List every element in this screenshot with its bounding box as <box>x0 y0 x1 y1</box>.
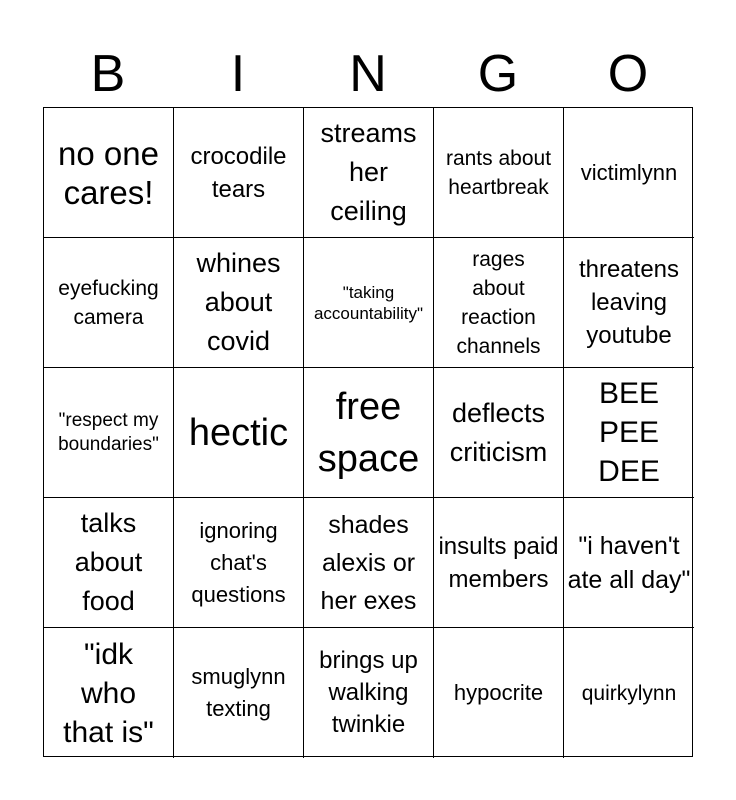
bingo-cell-r4c1[interactable] <box>44 498 174 628</box>
cell-text: ignoring chat's questions <box>191 517 286 607</box>
bingo-grid <box>43 107 693 757</box>
cell-text: "respect my boundaries" <box>58 409 159 455</box>
cell-text: rants about heartbreak <box>445 146 552 199</box>
bingo-cell-r2c5[interactable] <box>564 238 694 368</box>
cell-text: rages about reaction channels <box>456 247 541 358</box>
bingo-cell-r5c1[interactable] <box>44 628 174 758</box>
cell-text: insults paid members <box>438 532 559 593</box>
bingo-cell-r1c3[interactable] <box>304 108 434 238</box>
cell-text: "taking accountability" <box>313 282 424 323</box>
free-space-text: free space <box>317 385 420 480</box>
cell-text: hypocrite <box>453 680 544 705</box>
free-space-cell[interactable] <box>304 368 434 498</box>
bingo-cell-r4c5[interactable] <box>564 498 694 628</box>
header-letter-o: O <box>607 45 649 103</box>
cell-text: deflects criticism <box>449 397 548 467</box>
cell-text: whines about covid <box>196 248 281 356</box>
bingo-cell-r1c5[interactable] <box>564 108 694 238</box>
cell-text: hectic <box>188 411 289 454</box>
cell-text: shades alexis or her exes <box>320 510 417 615</box>
header-letter-n: N <box>349 45 387 103</box>
header-letter-b: B <box>90 45 126 103</box>
cell-text: crocodile tears <box>190 142 287 203</box>
bingo-header <box>43 40 693 108</box>
bingo-cell-r3c5[interactable] <box>564 368 694 498</box>
bingo-cell-r2c4[interactable] <box>434 238 564 368</box>
cell-text: talks about food <box>74 508 143 616</box>
cell-text: brings up walking twinkie <box>319 647 418 738</box>
cell-text: "i haven't ate all day" <box>567 531 691 594</box>
bingo-cell-r2c1[interactable] <box>44 238 174 368</box>
cell-text: "idk who that is" <box>63 637 154 749</box>
header-letter-g: G <box>477 45 519 103</box>
bingo-cell-r5c4[interactable] <box>434 628 564 758</box>
cell-text: smuglynn texting <box>191 664 286 721</box>
cell-text: eyefucking camera <box>58 276 159 329</box>
cell-text: no one cares! <box>58 134 159 211</box>
bingo-cell-r2c2[interactable] <box>174 238 304 368</box>
bingo-cell-r1c4[interactable] <box>434 108 564 238</box>
bingo-cell-r5c2[interactable] <box>174 628 304 758</box>
bingo-cell-r4c3[interactable] <box>304 498 434 628</box>
bingo-cell-r5c5[interactable] <box>564 628 694 758</box>
cell-text: BEE PEE DEE <box>598 377 660 488</box>
cell-text: quirkylynn <box>581 681 677 705</box>
cell-text: streams her ceiling <box>320 118 417 226</box>
bingo-cell-r3c4[interactable] <box>434 368 564 498</box>
bingo-cell-r2c3[interactable] <box>304 238 434 368</box>
bingo-cell-r1c2[interactable] <box>174 108 304 238</box>
bingo-cell-r4c2[interactable] <box>174 498 304 628</box>
bingo-cell-r1c1[interactable] <box>44 108 174 238</box>
bingo-cell-r4c4[interactable] <box>434 498 564 628</box>
bingo-cell-r3c1[interactable] <box>44 368 174 498</box>
bingo-cell-r5c3[interactable] <box>304 628 434 758</box>
cell-text: threatens leaving youtube <box>578 256 680 349</box>
cell-text: victimlynn <box>580 159 678 185</box>
header-letter-i: I <box>230 45 246 103</box>
bingo-cell-r3c2[interactable] <box>174 368 304 498</box>
